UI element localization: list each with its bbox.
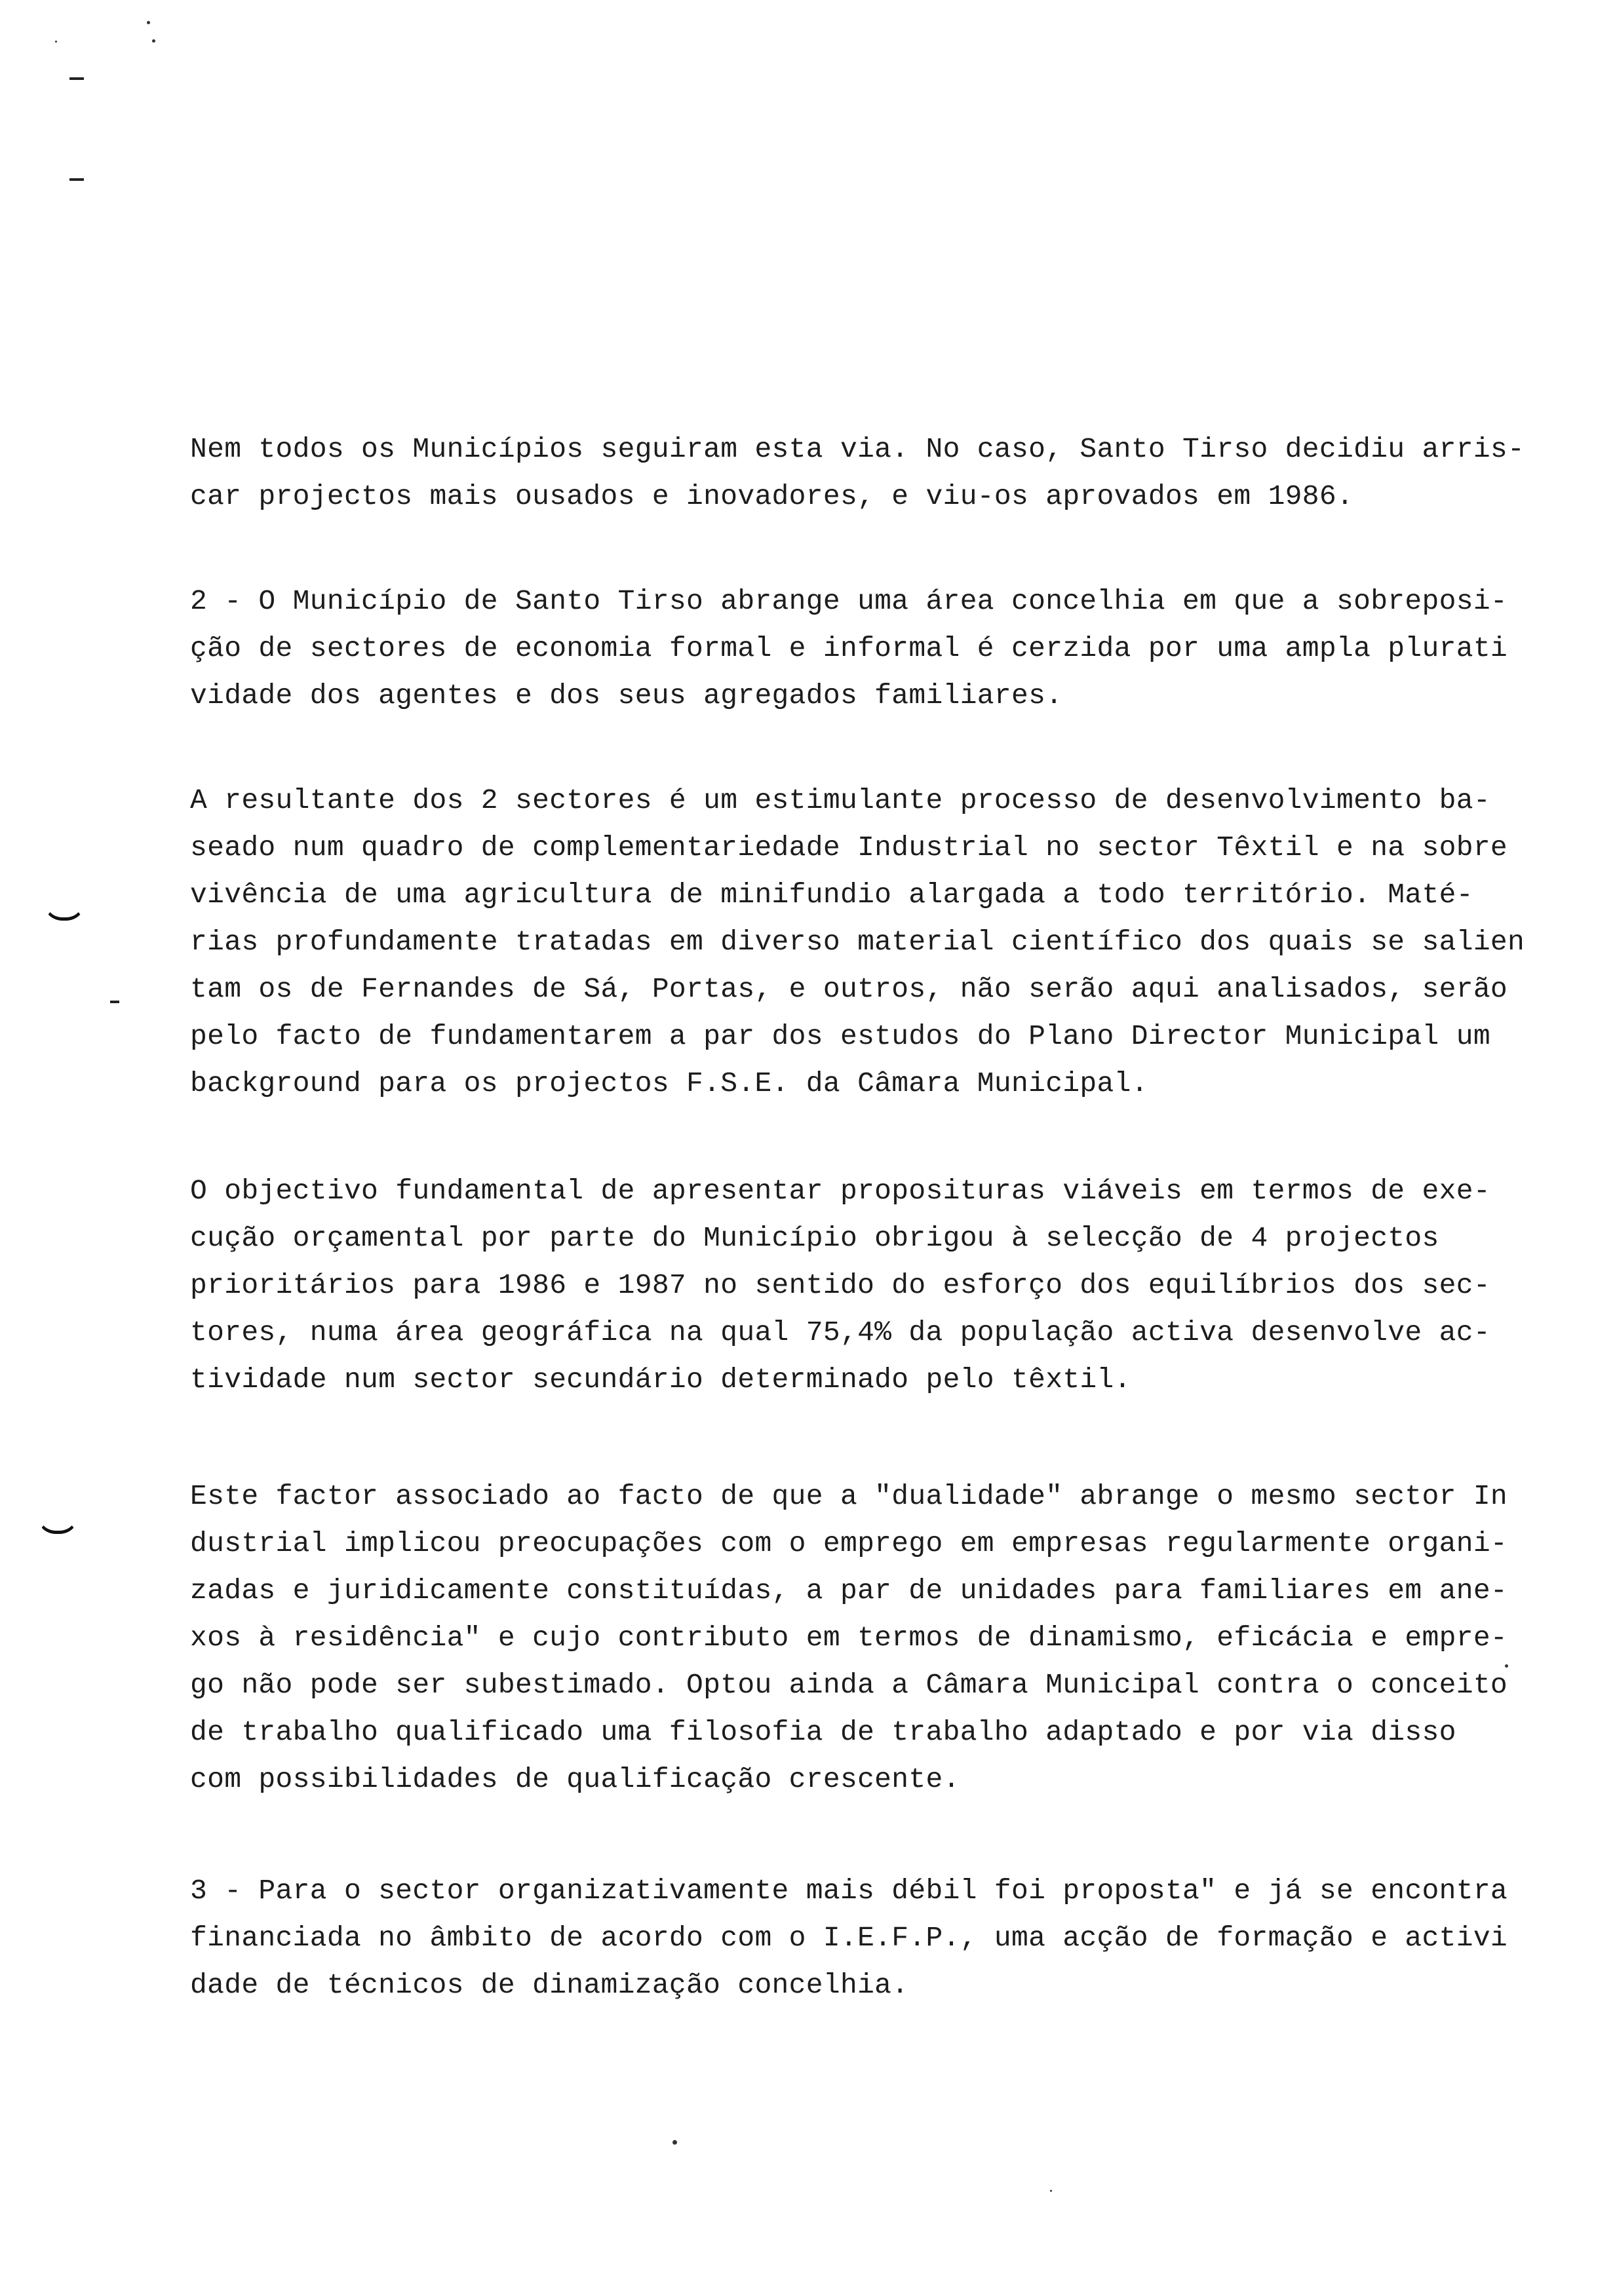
text-line: A resultante dos 2 sectores é um estimulante processo de desenvolvimento ba-	[190, 784, 1490, 816]
scan-speck-1	[147, 21, 150, 24]
scan-speck-4	[1505, 1664, 1508, 1668]
margin-dash-1	[69, 77, 84, 80]
text-line: rias profundamente tratadas em diverso material científico dos quais se salien	[190, 926, 1525, 958]
text-line: go não pode ser subestimado. Optou ainda a Câmara Municipal contra o conceito	[190, 1669, 1508, 1701]
text-line: xos à residência" e cujo contributo em termos de dinamismo, eficácia e empre-	[190, 1622, 1508, 1654]
text-line: tam os de Fernandes de Sá, Portas, e outros, não serão aqui analisados, serão	[190, 973, 1508, 1005]
text-line: car projectos mais ousados e inovadores, e viu-os aprovados em 1986.	[190, 480, 1354, 512]
text-line: vidade dos agentes e dos seus agregados familiares.	[190, 679, 1063, 712]
text-line: com possibilidades de qualificação crescente.	[190, 1763, 960, 1795]
scan-speck-6	[1050, 2190, 1052, 2192]
paragraph-5	[190, 1473, 1508, 1803]
text-line: dustrial implicou preocupações com o emprego em empresas regularmente organi-	[190, 1527, 1508, 1559]
text-line: dade de técnicos de dinamização concelhia.	[190, 1969, 909, 2001]
text-line: 2 - O Município de Santo Tirso abrange uma área concelhia em que a sobreposi-	[190, 585, 1508, 617]
text-line: Este factor associado ao facto de que a "dualidade" abrange o mesmo sector In	[190, 1480, 1508, 1512]
scan-speck-5	[672, 2140, 677, 2145]
text-line: Nem todos os Municípios seguiram esta via. No caso, Santo Tirso decidiu arris-	[190, 433, 1525, 465]
text-line: vivência de uma agricultura de minifundio alargada a todo território. Maté-	[190, 879, 1473, 911]
margin-bracket-1	[43, 902, 85, 921]
paragraph-2	[190, 578, 1508, 719]
text-line: zadas e juridicamente constituídas, a par de unidades para familiares em ane-	[190, 1575, 1508, 1607]
text-line: de trabalho qualificado uma filosofia de trabalho adaptado e por via disso	[190, 1716, 1456, 1748]
margin-bracket-2	[37, 1515, 79, 1534]
text-line: seado num quadro de complementariedade Industrial no sector Têxtil e na sobre	[190, 832, 1508, 864]
text-line: tores, numa área geográfica na qual 75,4% da população activa desenvolve ac-	[190, 1316, 1490, 1349]
text-line: 3 - Para o sector organizativamente mais débil foi proposta" e já se encontra	[190, 1875, 1508, 1907]
text-line: background para os projectos F.S.E. da Câmara Municipal.	[190, 1067, 1148, 1100]
text-line: prioritários para 1986 e 1987 no sentido do esforço dos equilíbrios dos sec-	[190, 1269, 1490, 1301]
margin-dash-3	[110, 1001, 119, 1003]
margin-dash-2	[69, 178, 84, 181]
paragraph-1	[190, 426, 1525, 520]
paragraph-4	[190, 1168, 1490, 1404]
text-line: ção de sectores de economia formal e informal é cerzida por uma ampla plurati	[190, 632, 1508, 664]
paragraph-3	[190, 777, 1525, 1107]
text-line: financiada no âmbito de acordo com o I.E.F.P., uma acção de formação e activi	[190, 1922, 1508, 1954]
scan-speck-3	[55, 41, 57, 43]
scan-speck-2	[152, 39, 155, 43]
text-line: tividade num sector secundário determinado pelo têxtil.	[190, 1364, 1131, 1396]
text-line: cução orçamental por parte do Município obrigou à selecção de 4 projectos	[190, 1222, 1439, 1254]
paragraph-6	[190, 1867, 1508, 2009]
text-line: O objectivo fundamental de apresentar proposituras viáveis em termos de exe-	[190, 1175, 1490, 1207]
text-line: pelo facto de fundamentarem a par dos estudos do Plano Director Municipal um	[190, 1020, 1490, 1052]
